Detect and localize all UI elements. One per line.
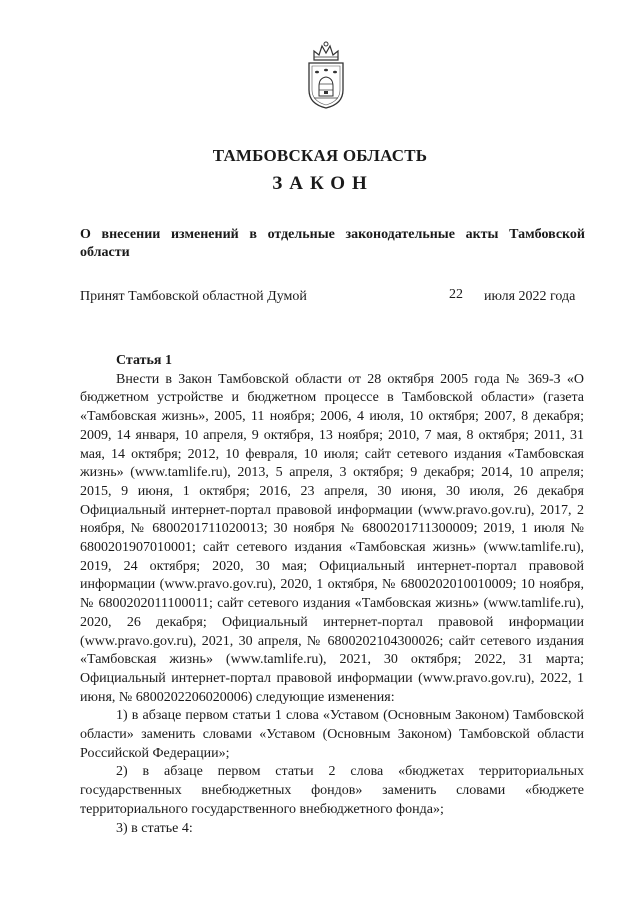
document-type: ЗАКОН — [272, 173, 374, 194]
tambov-coat-of-arms-icon — [305, 40, 347, 110]
article-paragraph: 2) в абзаце первом статьи 2 слова «бюджетах территориальных государственных внебюджетных фондов» заменить словами «бюджете территориального государственного внебюджетного фонда»; — [80, 764, 584, 817]
article-paragraph: 3) в статье 4: — [116, 820, 193, 836]
adoption-month-year: июля 2022 года — [484, 289, 576, 304]
article-heading: Статья 1 — [116, 353, 172, 368]
region-title: ТАМБОВСКАЯ ОБЛАСТЬ — [212, 146, 428, 165]
adopted-by: Принят Тамбовской областной Думой — [80, 289, 307, 304]
law-subject: О внесении изменений в отдельные законодательные акты Тамбовской области — [80, 227, 585, 260]
article-paragraph: 1) в абзаце первом статьи 1 слова «Уставом (Основным Законом) Тамбовской области» заменить словами «Уставом (Основным Законом) Тамбовской области Российской Федерации»; — [80, 708, 584, 761]
adoption-day: 22 — [449, 287, 463, 302]
article-body — [80, 352, 584, 838]
article-paragraph: Внести в Закон Тамбовской области от 28 октября 2005 года № 369-З «О бюджетном устройстве и бюджетном процессе в Тамбовской области» (газета «Тамбовская жизнь», 2005, 11 ноября; 2006, 4 июля, 10 октября; 2007, 8 декабря; 2009, 14 января, 10 апреля, 9 октября, 13 ноября; 2010, 7 мая, 8 октября; 2011, 31 мая, 14 октября; 2012, 10 февраля, 10 июля; сайт сетевого издания «Тамбовская жизнь» (www.tamlife.ru), 2013, 5 апреля, 3 октября; 9 декабря; 2014, 10 апреля; 2015, 9 июня, 1 октября; 2016, 23 апреля, 30 июня, 30 июля, 26 декабря Официальный интернет-портал правовой информации (www.pravo.gov.ru), 2017, 2 ноября, № 6800201711020013; 30 ноября № 6800201711300009; 2019, 1 июля № 6800201907010001; сайт сетевого издания «Тамбовская жизнь» (www.tamlife.ru), 2019, 24 октября; 2020, 30 мая; Официальный интернет-портал правовой информации (www.pravo.gov.ru), 2020, 1 октября, № 6800202010010009; 10 ноября, № 6800202011100011; сайт сетевого издания «Тамбовская жизнь» (www.tamlife.ru), 2020, 26 декабря; Официальный интернет-портал правовой информации (www.pravo.gov.ru), 2021, 30 апреля, № 6800202104300026; сайт сетевого издания «Тамбовская жизнь» (www.tamlife.ru), 2021, 30 октября; 2022, 31 марта; Официальный интернет-портал правовой информации (www.pravo.gov.ru), 2022, 1 июня, № 6800202206020006) следующие изменения: — [80, 371, 584, 705]
